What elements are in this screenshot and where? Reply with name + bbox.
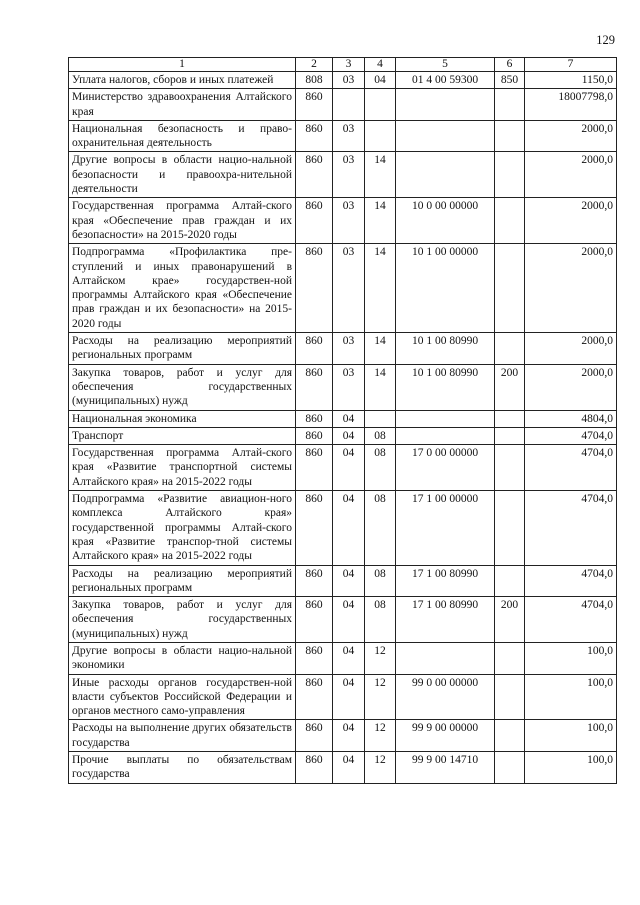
amount: 2000,0 — [525, 333, 617, 365]
expense-type-code — [495, 410, 525, 427]
expense-name: Расходы на выполнение других обязательств государства — [69, 720, 296, 752]
table-row — [69, 244, 617, 333]
column-header: 6 — [495, 58, 525, 72]
section-code: 03 — [333, 364, 365, 410]
amount: 100,0 — [525, 720, 617, 752]
section-code: 04 — [333, 427, 365, 444]
grbs-code: 860 — [296, 720, 333, 752]
subsection-code: 12 — [365, 674, 396, 720]
amount: 4704,0 — [525, 445, 617, 491]
grbs-code: 860 — [296, 642, 333, 674]
table-row — [69, 445, 617, 491]
amount: 4704,0 — [525, 597, 617, 643]
expense-name: Закупка товаров, работ и услуг для обеспечения государственных (муниципальных) нужд — [69, 364, 296, 410]
expense-type-code — [495, 120, 525, 152]
subsection-code: 08 — [365, 597, 396, 643]
subsection-code: 12 — [365, 720, 396, 752]
column-header: 2 — [296, 58, 333, 72]
expense-name: Национальная безопасность и право-охранительная деятельность — [69, 120, 296, 152]
section-code: 03 — [333, 244, 365, 333]
table-row — [69, 720, 617, 752]
amount: 2000,0 — [525, 244, 617, 333]
table-row — [69, 333, 617, 365]
expense-type-code — [495, 674, 525, 720]
expense-name: Расходы на реализацию мероприятий региональных программ — [69, 565, 296, 597]
expense-type-code — [495, 752, 525, 784]
expense-type-code — [495, 427, 525, 444]
grbs-code: 860 — [296, 120, 333, 152]
amount: 2000,0 — [525, 198, 617, 244]
amount: 18007798,0 — [525, 89, 617, 121]
expense-name: Другие вопросы в области нацио-нальной безопасности и правоохра-нительной деятельности — [69, 152, 296, 198]
amount: 100,0 — [525, 674, 617, 720]
target-article-code: 10 0 00 00000 — [396, 198, 495, 244]
section-code: 04 — [333, 597, 365, 643]
grbs-code: 860 — [296, 89, 333, 121]
expense-name: Уплата налогов, сборов и иных платежей — [69, 72, 296, 89]
subsection-code — [365, 410, 396, 427]
table-row — [69, 198, 617, 244]
amount: 100,0 — [525, 642, 617, 674]
column-header: 3 — [333, 58, 365, 72]
target-article-code: 17 1 00 80990 — [396, 565, 495, 597]
target-article-code: 17 1 00 80990 — [396, 597, 495, 643]
subsection-code: 14 — [365, 244, 396, 333]
grbs-code: 808 — [296, 72, 333, 89]
header-row — [69, 58, 617, 72]
page-number: 129 — [596, 33, 615, 47]
table-row — [69, 410, 617, 427]
expense-name: Закупка товаров, работ и услуг для обеспечения государственных (муниципальных) нужд — [69, 597, 296, 643]
subsection-code: 14 — [365, 198, 396, 244]
target-article-code — [396, 427, 495, 444]
expense-type-code — [495, 333, 525, 365]
expense-type-code — [495, 89, 525, 121]
section-code: 04 — [333, 752, 365, 784]
target-article-code: 17 1 00 00000 — [396, 491, 495, 565]
expense-name: Транспорт — [69, 427, 296, 444]
section-code: 04 — [333, 410, 365, 427]
table-row — [69, 565, 617, 597]
expense-type-code: 850 — [495, 72, 525, 89]
subsection-code: 08 — [365, 565, 396, 597]
subsection-code — [365, 120, 396, 152]
target-article-code: 17 0 00 00000 — [396, 445, 495, 491]
section-code: 04 — [333, 565, 365, 597]
expense-type-code — [495, 565, 525, 597]
column-header: 4 — [365, 58, 396, 72]
target-article-code: 99 9 00 14710 — [396, 752, 495, 784]
section-code — [333, 89, 365, 121]
amount: 2000,0 — [525, 152, 617, 198]
subsection-code: 14 — [365, 364, 396, 410]
grbs-code: 860 — [296, 491, 333, 565]
subsection-code: 08 — [365, 427, 396, 444]
expense-name: Подпрограмма «Профилактика пре-ступлений и иных правонарушений в Алтайском крае» государствен-ной программы Алтайского края «Обеспечение прав граждан и их безопасности» на 2015-2020 годы — [69, 244, 296, 333]
section-code: 04 — [333, 642, 365, 674]
expense-type-code — [495, 720, 525, 752]
target-article-code: 99 0 00 00000 — [396, 674, 495, 720]
table-row — [69, 364, 617, 410]
grbs-code: 860 — [296, 674, 333, 720]
section-code: 03 — [333, 152, 365, 198]
section-code: 04 — [333, 720, 365, 752]
expense-name: Государственная программа Алтай-ского края «Обеспечение прав граждан и их безопасности» на 2015-2020 годы — [69, 198, 296, 244]
table-row — [69, 491, 617, 565]
expense-name: Иные расходы органов государствен-ной власти субъектов Российской Федерации и органов местного само-управления — [69, 674, 296, 720]
grbs-code: 860 — [296, 597, 333, 643]
grbs-code: 860 — [296, 244, 333, 333]
section-code: 04 — [333, 491, 365, 565]
grbs-code: 860 — [296, 565, 333, 597]
target-article-code: 01 4 00 59300 — [396, 72, 495, 89]
grbs-code: 860 — [296, 445, 333, 491]
section-code: 04 — [333, 674, 365, 720]
table-row — [69, 120, 617, 152]
expense-name: Расходы на реализацию мероприятий региональных программ — [69, 333, 296, 365]
target-article-code — [396, 642, 495, 674]
subsection-code: 12 — [365, 642, 396, 674]
expense-type-code — [495, 152, 525, 198]
table-row — [69, 152, 617, 198]
section-code: 03 — [333, 333, 365, 365]
grbs-code: 860 — [296, 410, 333, 427]
table-row — [69, 674, 617, 720]
grbs-code: 860 — [296, 427, 333, 444]
expense-name: Государственная программа Алтай-ского края «Развитие транспортной системы Алтайского края» на 2015-2022 годы — [69, 445, 296, 491]
subsection-code: 12 — [365, 752, 396, 784]
expense-name: Министерство здравоохранения Алтайского края — [69, 89, 296, 121]
subsection-code: 04 — [365, 72, 396, 89]
section-code: 03 — [333, 198, 365, 244]
expense-type-code — [495, 642, 525, 674]
table-row — [69, 642, 617, 674]
grbs-code: 860 — [296, 752, 333, 784]
column-header: 7 — [525, 58, 617, 72]
amount: 2000,0 — [525, 120, 617, 152]
expense-name: Национальная экономика — [69, 410, 296, 427]
grbs-code: 860 — [296, 198, 333, 244]
amount: 100,0 — [525, 752, 617, 784]
amount: 4804,0 — [525, 410, 617, 427]
section-code: 03 — [333, 120, 365, 152]
subsection-code: 14 — [365, 333, 396, 365]
column-header: 1 — [69, 58, 296, 72]
section-code: 04 — [333, 445, 365, 491]
column-header: 5 — [396, 58, 495, 72]
target-article-code: 99 9 00 00000 — [396, 720, 495, 752]
expense-name: Другие вопросы в области нацио-нальной экономики — [69, 642, 296, 674]
amount: 4704,0 — [525, 491, 617, 565]
amount: 2000,0 — [525, 364, 617, 410]
target-article-code — [396, 89, 495, 121]
expense-type-code — [495, 445, 525, 491]
expense-type-code — [495, 198, 525, 244]
amount: 4704,0 — [525, 427, 617, 444]
target-article-code: 10 1 00 00000 — [396, 244, 495, 333]
table-row — [69, 427, 617, 444]
table-row — [69, 89, 617, 121]
grbs-code: 860 — [296, 333, 333, 365]
subsection-code: 14 — [365, 152, 396, 198]
subsection-code: 08 — [365, 445, 396, 491]
target-article-code — [396, 152, 495, 198]
grbs-code: 860 — [296, 364, 333, 410]
expense-name: Подпрограмма «Развитие авиацион-ного комплекса Алтайского края» государственной программы Алтай-ского края «Развитие транспор-тной системы Алтайского края» на 2015-2022 годы — [69, 491, 296, 565]
table-row — [69, 72, 617, 89]
target-article-code — [396, 410, 495, 427]
expense-type-code — [495, 491, 525, 565]
target-article-code: 10 1 00 80990 — [396, 364, 495, 410]
expense-type-code: 200 — [495, 364, 525, 410]
amount: 1150,0 — [525, 72, 617, 89]
budget-table — [68, 57, 617, 784]
expense-type-code — [495, 244, 525, 333]
amount: 4704,0 — [525, 565, 617, 597]
expense-name: Прочие выплаты по обязательствам государства — [69, 752, 296, 784]
table-row — [69, 752, 617, 784]
subsection-code — [365, 89, 396, 121]
expense-type-code: 200 — [495, 597, 525, 643]
table-row — [69, 597, 617, 643]
target-article-code: 10 1 00 80990 — [396, 333, 495, 365]
subsection-code: 08 — [365, 491, 396, 565]
target-article-code — [396, 120, 495, 152]
section-code: 03 — [333, 72, 365, 89]
grbs-code: 860 — [296, 152, 333, 198]
